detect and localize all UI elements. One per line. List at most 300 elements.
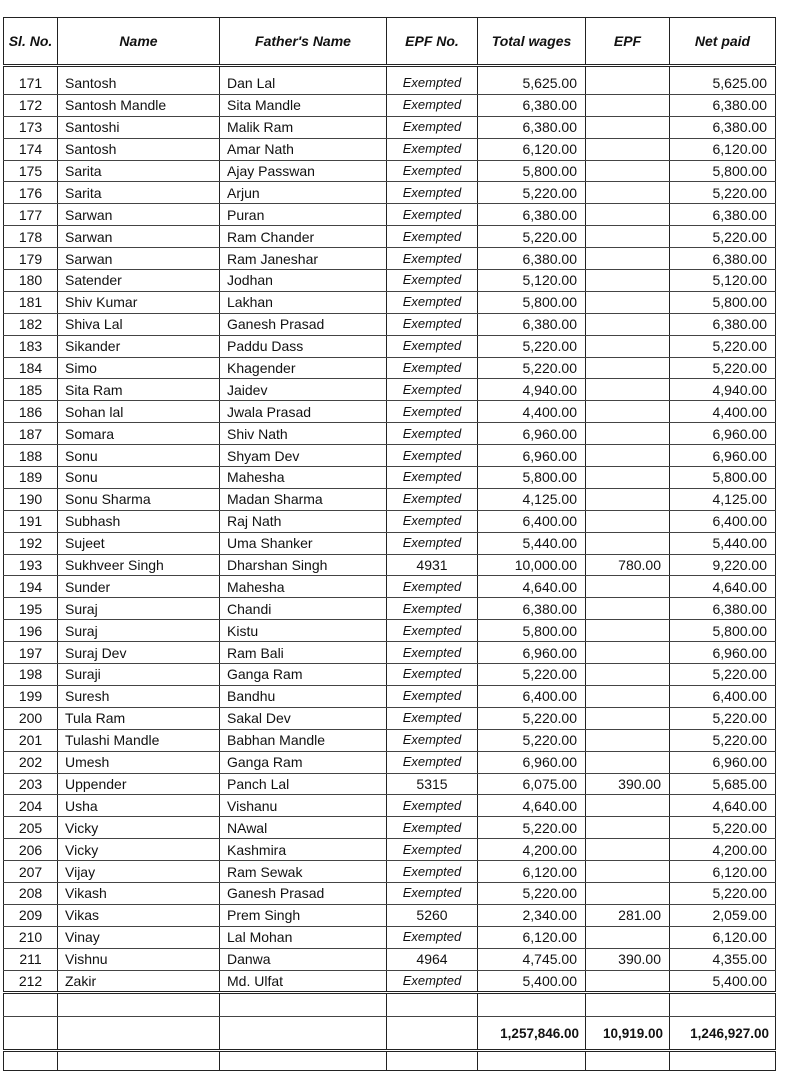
cell-epf: 281.00 [586,904,670,926]
cell-epf [586,467,670,489]
cell-name: Uppender [58,773,220,795]
cell-father-name: Uma Shanker [220,532,387,554]
cell-father-name: Jwala Prasad [220,401,387,423]
table-row [4,554,776,576]
table-row [4,116,776,138]
cell-name: Sita Ram [58,379,220,401]
cell-sl-no: 205 [4,817,58,839]
cell-father-name: NAwal [220,817,387,839]
spacer-cell [4,993,58,1017]
totals-empty-cell [58,1017,220,1051]
cell-epf-no: Exempted [387,751,478,773]
table-row [4,138,776,160]
cell-epf [586,751,670,773]
table-row [4,882,776,904]
cell-net-paid: 5,220.00 [670,729,776,751]
table-body [4,66,776,993]
cell-name: Sukhveer Singh [58,554,220,576]
cell-epf-no: Exempted [387,138,478,160]
cell-total-wages: 6,960.00 [478,751,586,773]
cell-sl-no: 208 [4,882,58,904]
table-row [4,204,776,226]
cell-father-name: Panch Lal [220,773,387,795]
cell-name: Tula Ram [58,707,220,729]
spacer-cell [58,993,220,1017]
cell-net-paid: 5,440.00 [670,532,776,554]
cell-epf-no: Exempted [387,335,478,357]
cell-sl-no: 187 [4,423,58,445]
cell-sl-no: 194 [4,576,58,598]
trailing-cell [4,1051,58,1071]
cell-epf-no: Exempted [387,160,478,182]
cell-epf-no: Exempted [387,116,478,138]
cell-name: Santosh [58,138,220,160]
cell-name: Santosh [58,66,220,95]
cell-sl-no: 200 [4,707,58,729]
cell-name: Satender [58,270,220,292]
cell-sl-no: 195 [4,598,58,620]
cell-father-name: Puran [220,204,387,226]
cell-epf [586,839,670,861]
cell-name: Suresh [58,685,220,707]
cell-sl-no: 203 [4,773,58,795]
cell-father-name: Dan Lal [220,66,387,95]
cell-epf-no: Exempted [387,598,478,620]
cell-name: Subhash [58,510,220,532]
cell-epf-no: Exempted [387,861,478,883]
cell-name: Vicky [58,839,220,861]
cell-epf [586,926,670,948]
cell-epf-no: Exempted [387,423,478,445]
table-row [4,926,776,948]
cell-sl-no: 179 [4,248,58,270]
cell-total-wages: 6,380.00 [478,598,586,620]
table-row [4,423,776,445]
cell-epf [586,729,670,751]
cell-epf-no: Exempted [387,291,478,313]
spacer-cell [387,993,478,1017]
cell-sl-no: 182 [4,313,58,335]
cell-sl-no: 198 [4,664,58,686]
cell-father-name: Ram Sewak [220,861,387,883]
trailing-cell [58,1051,220,1071]
cell-epf-no: Exempted [387,664,478,686]
cell-epf [586,401,670,423]
cell-net-paid: 5,220.00 [670,882,776,904]
cell-epf [586,882,670,904]
cell-sl-no: 193 [4,554,58,576]
cell-name: Tulashi Mandle [58,729,220,751]
cell-father-name: Ajay Passwan [220,160,387,182]
cell-father-name: Raj Nath [220,510,387,532]
cell-total-wages: 5,220.00 [478,182,586,204]
cell-father-name: Malik Ram [220,116,387,138]
cell-epf [586,94,670,116]
cell-net-paid: 4,200.00 [670,839,776,861]
cell-sl-no: 174 [4,138,58,160]
cell-name: Sarwan [58,204,220,226]
cell-name: Sujeet [58,532,220,554]
cell-total-wages: 5,800.00 [478,467,586,489]
cell-father-name: Vishanu [220,795,387,817]
spacer-cell [586,993,670,1017]
cell-epf [586,379,670,401]
cell-net-paid: 6,120.00 [670,861,776,883]
table-row [4,817,776,839]
table-row [4,291,776,313]
cell-epf [586,817,670,839]
cell-net-paid: 6,380.00 [670,313,776,335]
cell-epf-no: 5315 [387,773,478,795]
cell-name: Suraj [58,620,220,642]
table-row [4,510,776,532]
cell-sl-no: 183 [4,335,58,357]
cell-father-name: Bandhu [220,685,387,707]
cell-net-paid: 5,800.00 [670,291,776,313]
cell-total-wages: 5,800.00 [478,291,586,313]
wage-register-table [3,17,776,1071]
table-row [4,751,776,773]
cell-father-name: Kistu [220,620,387,642]
total-epf-sum: 10,919.00 [586,1017,670,1051]
cell-net-paid: 4,640.00 [670,795,776,817]
cell-epf-no: Exempted [387,882,478,904]
table-row [4,270,776,292]
table-row [4,467,776,489]
cell-epf [586,685,670,707]
table-row [4,379,776,401]
cell-name: Vicky [58,817,220,839]
cell-total-wages: 6,075.00 [478,773,586,795]
cell-net-paid: 4,355.00 [670,948,776,970]
cell-epf-no: Exempted [387,226,478,248]
cell-name: Sonu Sharma [58,488,220,510]
cell-sl-no: 188 [4,445,58,467]
cell-total-wages: 6,400.00 [478,685,586,707]
cell-epf-no: Exempted [387,204,478,226]
cell-sl-no: 181 [4,291,58,313]
cell-epf [586,270,670,292]
cell-net-paid: 5,220.00 [670,357,776,379]
cell-sl-no: 189 [4,467,58,489]
cell-total-wages: 4,125.00 [478,488,586,510]
cell-net-paid: 6,380.00 [670,248,776,270]
cell-epf [586,861,670,883]
cell-epf-no: Exempted [387,926,478,948]
table-row [4,401,776,423]
cell-net-paid: 5,220.00 [670,664,776,686]
table-row [4,94,776,116]
cell-net-paid: 6,380.00 [670,598,776,620]
table-row [4,66,776,95]
cell-father-name: Arjun [220,182,387,204]
table-row [4,948,776,970]
header-sl-no: Sl. No. [4,18,58,66]
cell-epf-no: Exempted [387,182,478,204]
cell-sl-no: 207 [4,861,58,883]
cell-net-paid: 6,120.00 [670,926,776,948]
cell-epf [586,598,670,620]
trailing-cell [478,1051,586,1071]
cell-epf-no: Exempted [387,795,478,817]
cell-net-paid: 5,800.00 [670,160,776,182]
cell-father-name: Chandi [220,598,387,620]
cell-epf-no: Exempted [387,313,478,335]
total-wages-sum: 1,257,846.00 [478,1017,586,1051]
cell-total-wages: 5,800.00 [478,160,586,182]
cell-sl-no: 190 [4,488,58,510]
cell-epf [586,66,670,95]
cell-name: Vishnu [58,948,220,970]
trailing-cell [670,1051,776,1071]
cell-sl-no: 176 [4,182,58,204]
cell-sl-no: 201 [4,729,58,751]
cell-name: Sikander [58,335,220,357]
cell-epf-no: Exempted [387,839,478,861]
cell-total-wages: 4,940.00 [478,379,586,401]
cell-epf [586,970,670,993]
cell-name: Shiv Kumar [58,291,220,313]
cell-total-wages: 5,625.00 [478,66,586,95]
header-father-name: Father's Name [220,18,387,66]
cell-epf [586,182,670,204]
cell-net-paid: 5,220.00 [670,182,776,204]
cell-name: Suraji [58,664,220,686]
cell-total-wages: 6,960.00 [478,642,586,664]
cell-net-paid: 6,400.00 [670,685,776,707]
cell-father-name: Ram Janeshar [220,248,387,270]
cell-epf: 390.00 [586,773,670,795]
cell-epf-no: Exempted [387,270,478,292]
cell-father-name: Sita Mandle [220,94,387,116]
totals-empty-cell [387,1017,478,1051]
cell-net-paid: 5,120.00 [670,270,776,292]
cell-epf-no: Exempted [387,532,478,554]
table-row [4,335,776,357]
cell-name: Sarwan [58,248,220,270]
header-row [4,18,776,66]
cell-epf [586,488,670,510]
cell-father-name: Mahesha [220,467,387,489]
cell-father-name: Jodhan [220,270,387,292]
cell-epf-no: Exempted [387,685,478,707]
cell-net-paid: 4,400.00 [670,401,776,423]
cell-father-name: Shyam Dev [220,445,387,467]
cell-father-name: Danwa [220,948,387,970]
cell-epf-no: 5260 [387,904,478,926]
cell-father-name: Babhan Mandle [220,729,387,751]
cell-father-name: Ganga Ram [220,664,387,686]
cell-sl-no: 210 [4,926,58,948]
cell-net-paid: 6,120.00 [670,138,776,160]
totals-empty-cell [220,1017,387,1051]
cell-total-wages: 10,000.00 [478,554,586,576]
spacer-cell [478,993,586,1017]
cell-father-name: Mahesha [220,576,387,598]
cell-total-wages: 5,400.00 [478,970,586,993]
cell-net-paid: 4,125.00 [670,488,776,510]
cell-total-wages: 6,120.00 [478,926,586,948]
table-row [4,313,776,335]
cell-sl-no: 175 [4,160,58,182]
cell-total-wages: 5,220.00 [478,357,586,379]
table-row [4,357,776,379]
spacer-cell [220,993,387,1017]
cell-epf [586,707,670,729]
cell-name: Somara [58,423,220,445]
cell-name: Santoshi [58,116,220,138]
header-epf-no: EPF No. [387,18,478,66]
cell-sl-no: 173 [4,116,58,138]
cell-epf [586,313,670,335]
cell-total-wages: 6,120.00 [478,861,586,883]
cell-total-wages: 4,400.00 [478,401,586,423]
table-row [4,532,776,554]
cell-epf [586,620,670,642]
cell-epf [586,204,670,226]
cell-name: Vikas [58,904,220,926]
cell-net-paid: 6,960.00 [670,445,776,467]
header-total-wages: Total wages [478,18,586,66]
trailing-cell [586,1051,670,1071]
cell-net-paid: 5,800.00 [670,467,776,489]
table-row [4,664,776,686]
spacer-row [4,993,776,1017]
cell-name: Zakir [58,970,220,993]
cell-epf [586,116,670,138]
cell-sl-no: 204 [4,795,58,817]
cell-sl-no: 211 [4,948,58,970]
cell-name: Sarita [58,182,220,204]
cell-epf [586,664,670,686]
cell-epf [586,423,670,445]
cell-total-wages: 6,380.00 [478,94,586,116]
cell-total-wages: 6,380.00 [478,313,586,335]
cell-name: Shiva Lal [58,313,220,335]
cell-net-paid: 5,220.00 [670,707,776,729]
cell-father-name: Dharshan Singh [220,554,387,576]
cell-epf-no: Exempted [387,576,478,598]
cell-total-wages: 5,220.00 [478,817,586,839]
table-row [4,839,776,861]
cell-father-name: Khagender [220,357,387,379]
cell-father-name: Ganga Ram [220,751,387,773]
cell-father-name: Md. Ulfat [220,970,387,993]
cell-epf-no: Exempted [387,467,478,489]
trailing-cell [220,1051,387,1071]
table-row [4,707,776,729]
cell-net-paid: 6,960.00 [670,751,776,773]
cell-total-wages: 4,745.00 [478,948,586,970]
table-row [4,729,776,751]
cell-name: Vikash [58,882,220,904]
cell-epf-no: Exempted [387,357,478,379]
cell-sl-no: 206 [4,839,58,861]
cell-epf-no: Exempted [387,510,478,532]
table-row [4,160,776,182]
cell-total-wages: 5,220.00 [478,882,586,904]
cell-father-name: Prem Singh [220,904,387,926]
table-row [4,861,776,883]
cell-net-paid: 2,059.00 [670,904,776,926]
cell-sl-no: 186 [4,401,58,423]
table-row [4,226,776,248]
cell-net-paid: 6,960.00 [670,642,776,664]
cell-net-paid: 6,960.00 [670,423,776,445]
cell-sl-no: 177 [4,204,58,226]
cell-epf [586,291,670,313]
cell-total-wages: 2,340.00 [478,904,586,926]
cell-name: Vijay [58,861,220,883]
cell-sl-no: 197 [4,642,58,664]
cell-epf-no: Exempted [387,401,478,423]
cell-name: Sonu [58,467,220,489]
cell-sl-no: 185 [4,379,58,401]
cell-total-wages: 4,200.00 [478,839,586,861]
cell-sl-no: 212 [4,970,58,993]
table-row [4,248,776,270]
cell-epf-no: 4931 [387,554,478,576]
cell-total-wages: 5,120.00 [478,270,586,292]
cell-name: Simo [58,357,220,379]
cell-name: Santosh Mandle [58,94,220,116]
cell-net-paid: 6,380.00 [670,94,776,116]
cell-epf-no: Exempted [387,248,478,270]
cell-epf-no: Exempted [387,620,478,642]
cell-epf-no: Exempted [387,707,478,729]
cell-net-paid: 9,220.00 [670,554,776,576]
cell-total-wages: 6,120.00 [478,138,586,160]
cell-total-wages: 6,960.00 [478,445,586,467]
cell-name: Sonu [58,445,220,467]
cell-net-paid: 5,220.00 [670,335,776,357]
header-name: Name [58,18,220,66]
cell-net-paid: 4,640.00 [670,576,776,598]
cell-name: Suraj Dev [58,642,220,664]
table-row [4,598,776,620]
cell-father-name: Ram Bali [220,642,387,664]
cell-net-paid: 5,400.00 [670,970,776,993]
cell-epf-no: Exempted [387,445,478,467]
cell-epf [586,642,670,664]
cell-father-name: Ganesh Prasad [220,313,387,335]
trailing-row [4,1051,776,1071]
cell-name: Sohan lal [58,401,220,423]
cell-epf-no: Exempted [387,970,478,993]
cell-net-paid: 4,940.00 [670,379,776,401]
cell-sl-no: 191 [4,510,58,532]
cell-father-name: Ram Chander [220,226,387,248]
cell-epf: 780.00 [586,554,670,576]
total-net-paid-sum: 1,246,927.00 [670,1017,776,1051]
cell-epf [586,576,670,598]
cell-total-wages: 6,400.00 [478,510,586,532]
cell-sl-no: 196 [4,620,58,642]
cell-net-paid: 6,380.00 [670,116,776,138]
cell-net-paid: 5,625.00 [670,66,776,95]
cell-father-name: Kashmira [220,839,387,861]
cell-father-name: Amar Nath [220,138,387,160]
cell-father-name: Shiv Nath [220,423,387,445]
cell-total-wages: 5,440.00 [478,532,586,554]
cell-total-wages: 5,800.00 [478,620,586,642]
cell-epf-no: Exempted [387,66,478,95]
cell-total-wages: 5,220.00 [478,729,586,751]
cell-father-name: Sakal Dev [220,707,387,729]
header-epf: EPF [586,18,670,66]
cell-total-wages: 5,220.00 [478,335,586,357]
table-row [4,795,776,817]
